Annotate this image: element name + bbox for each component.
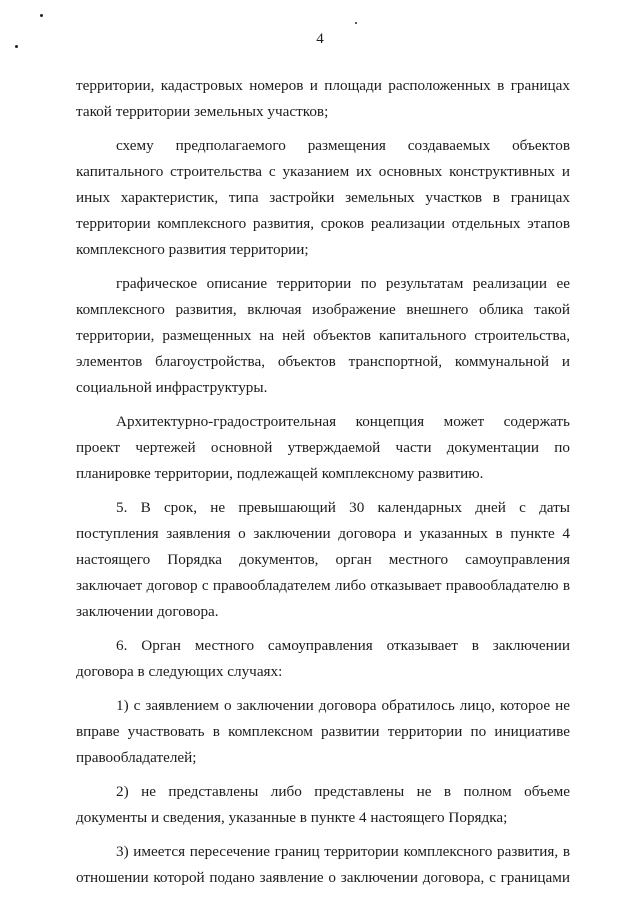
paragraph: 3) имеется пересечение границ территории комплексного развития, в отношении которой подано заявление о заключении договора, с границами	[76, 843, 570, 886]
scan-speck	[355, 22, 357, 24]
document-body	[76, 73, 570, 891]
paragraph: 2) не представлены либо представлены не в полном объеме документы и сведения, указанные в пункте 4 настоящего Порядка;	[76, 783, 570, 826]
paragraph: 6. Орган местного самоуправления отказывает в заключении договора в следующих случаях:	[76, 637, 570, 680]
paragraph: 1) с заявлением о заключении договора обратилось лицо, которое не вправе участвовать в комплексном развитии территории по инициативе правообладателей;	[76, 697, 570, 766]
paragraph: схему предполагаемого размещения создаваемых объектов капитального строительства с указанием их основных конструктивных и иных характеристик, типа застройки земельных участков в границах территории комплексного развития, сроков реализации отдельных этапов комплексного развития территории;	[76, 137, 570, 258]
scan-speck	[40, 14, 43, 17]
paragraph: графическое описание территории по результатам реализации ее комплексного развития, включая изображение внешнего облика такой территории, размещенных на ней объектов капитального строительства, элементов благоустройства, объектов транспортной, коммунальной и социальной инфраструктуры.	[76, 275, 570, 396]
paragraph: 5. В срок, не превышающий 30 календарных дней с даты поступления заявления о заключении договора и указанных в пункте 4 настоящего Порядка документов, орган местного самоуправления заключает договор с правообладателем либо отказывает правообладателю в заключении договора.	[76, 499, 570, 620]
page-number: 4	[316, 31, 324, 47]
paragraph: территории, кадастровых номеров и площади расположенных в границах такой территории земельных участков;	[76, 77, 570, 120]
paragraph: Архитектурно-градостроительная концепция может содержать проект чертежей основной утверждаемой части документации по планировке территории, подлежащей комплексному развитию.	[76, 413, 570, 482]
